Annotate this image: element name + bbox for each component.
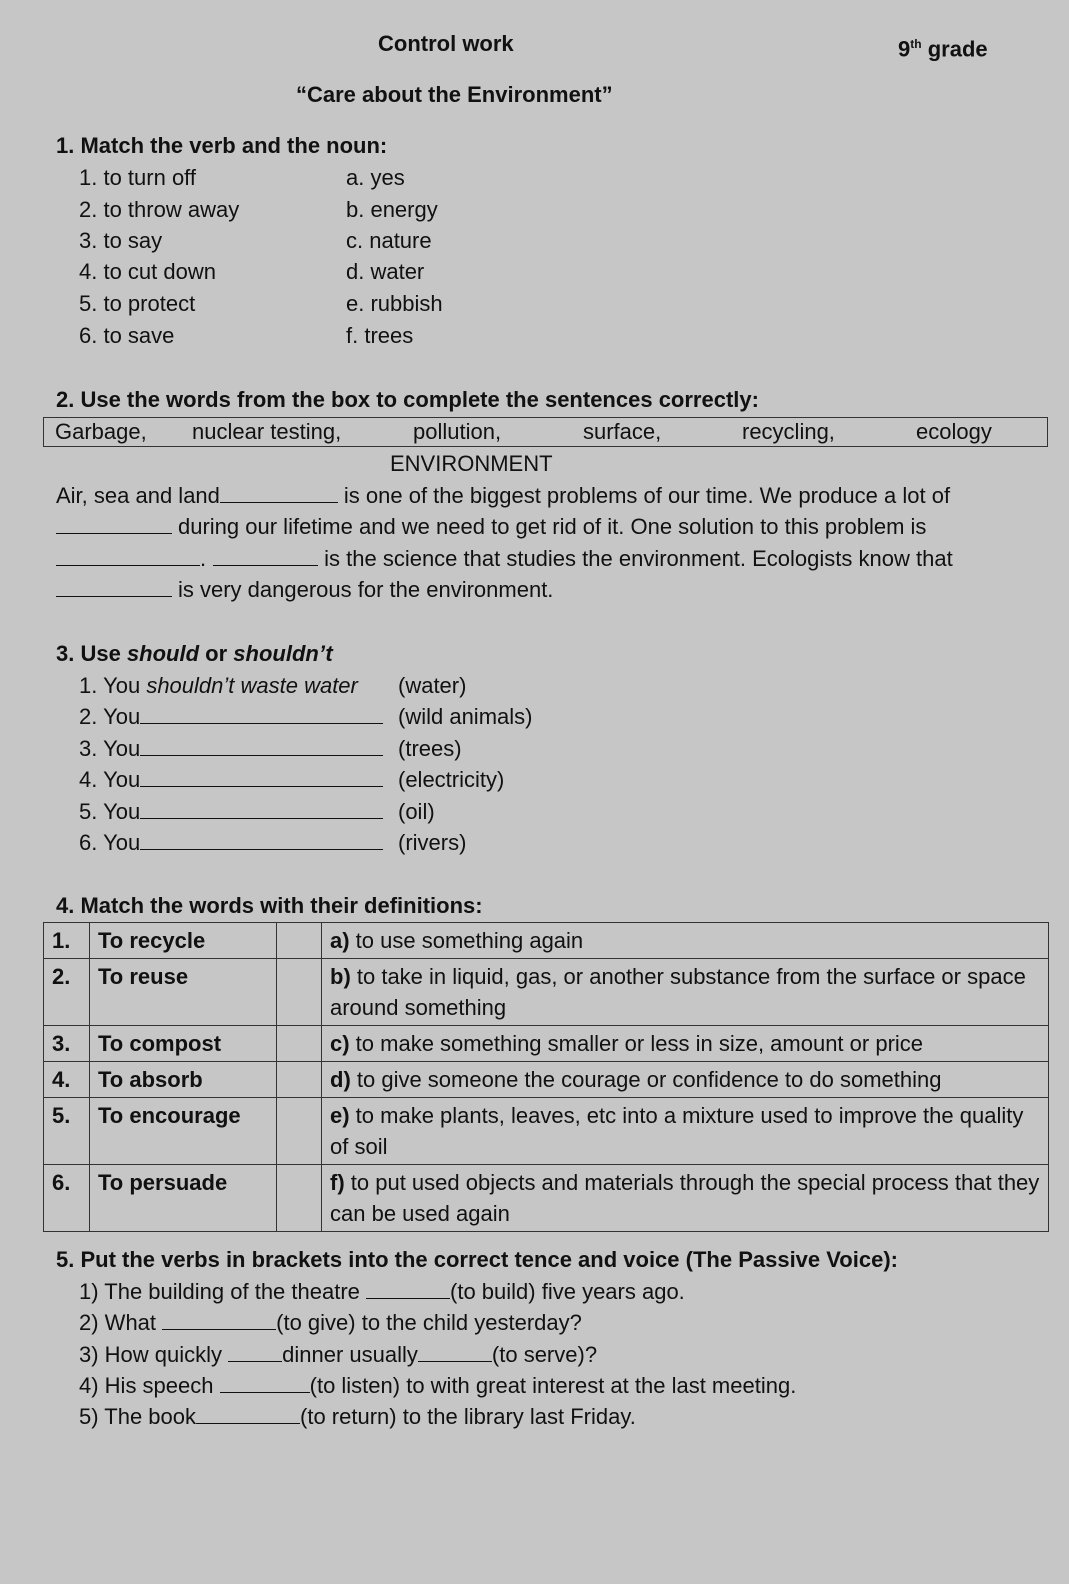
text-fragment: 2. You xyxy=(79,704,141,729)
should-hint: (electricity) xyxy=(398,767,505,792)
grade-number: 9 xyxy=(898,36,911,62)
noun-item: a. yes xyxy=(346,165,405,190)
text-fragment: (to give) to the child yesterday? xyxy=(276,1310,582,1335)
box-word: pollution, xyxy=(413,419,502,444)
term: To persuade xyxy=(90,1165,277,1232)
text-fragment: is one of the biggest problems of our time. We produce a lot of xyxy=(343,483,951,508)
should-hint: (oil) xyxy=(398,799,435,824)
passive-sentence xyxy=(79,1373,796,1399)
verb-item: 6. to save xyxy=(79,323,175,348)
text-fragment: . xyxy=(200,546,207,571)
grade-word: grade xyxy=(927,36,988,62)
text-fragment: is the science that studies the environment. Ecologists know that xyxy=(324,546,953,571)
should-hint: (rivers) xyxy=(398,830,467,855)
text-line xyxy=(56,514,926,540)
text-fragment: 4) His speech xyxy=(79,1373,220,1398)
noun-item: e. rubbish xyxy=(346,291,443,316)
passive-sentence xyxy=(79,1342,597,1368)
noun-item: b. energy xyxy=(346,197,438,222)
should-item xyxy=(79,799,383,825)
grade-label xyxy=(898,31,988,62)
text-fragment: 5. You xyxy=(79,799,141,824)
definition xyxy=(322,1098,1049,1165)
answer-blank[interactable] xyxy=(140,737,383,756)
definition xyxy=(322,959,1049,1026)
should-item xyxy=(79,736,383,762)
answer-blank[interactable] xyxy=(196,1405,300,1424)
text-fragment: 1. You xyxy=(79,673,147,698)
box-word: Garbage, xyxy=(55,419,147,444)
should-item xyxy=(79,767,383,793)
answer-blank[interactable] xyxy=(366,1280,450,1299)
passive-sentence xyxy=(79,1310,582,1336)
verb-item: 3. to say xyxy=(79,228,163,253)
answer-blank[interactable] xyxy=(418,1343,492,1362)
should-hint: (wild animals) xyxy=(398,704,533,729)
table-row xyxy=(44,959,1049,1026)
box-word: surface, xyxy=(583,419,662,444)
verb-item: 5. to protect xyxy=(79,291,196,316)
definition-text: to make something smaller or less in size, amount or price xyxy=(349,1031,924,1056)
text-fragment: 5) The book xyxy=(79,1404,197,1429)
term: To encourage xyxy=(90,1098,277,1165)
text-fragment: shouldn’t xyxy=(233,641,333,666)
passive-sentence xyxy=(79,1404,636,1430)
task5-heading: 5. Put the verbs in brackets into the correct tence and voice (The Passive Voice): xyxy=(56,1247,898,1272)
text-fragment: 4. You xyxy=(79,767,141,792)
box-center-word: ENVIRONMENT xyxy=(390,451,553,476)
definition-text: to make plants, leaves, etc into a mixture used to improve the quality of soil xyxy=(330,1103,1024,1159)
table-row xyxy=(44,923,1049,959)
text-line xyxy=(56,546,953,572)
answer-cell[interactable] xyxy=(277,1062,322,1098)
should-hint: (water) xyxy=(398,673,467,698)
text-fragment: 3. You xyxy=(79,736,141,761)
answer-blank[interactable] xyxy=(213,547,318,566)
noun-item: d. water xyxy=(346,259,425,284)
definition-text: to use something again xyxy=(349,928,584,953)
noun-item: c. nature xyxy=(346,228,432,253)
task3-heading xyxy=(56,641,333,667)
answer-blank[interactable] xyxy=(140,831,383,850)
text-line xyxy=(56,483,950,509)
answer-blank[interactable] xyxy=(220,1374,310,1393)
definition xyxy=(322,1026,1049,1062)
answer-blank[interactable] xyxy=(220,484,338,503)
box-word: ecology xyxy=(916,419,992,444)
definition xyxy=(322,1165,1049,1232)
table-row xyxy=(44,1165,1049,1232)
row-number: 2. xyxy=(44,959,90,1026)
definitions-table xyxy=(43,922,1049,1232)
row-number: 3. xyxy=(44,1026,90,1062)
text-fragment: Air, sea and land xyxy=(56,483,220,508)
table-row xyxy=(44,1062,1049,1098)
answer-blank[interactable] xyxy=(140,705,383,724)
term: To compost xyxy=(90,1026,277,1062)
definition-letter: f) xyxy=(330,1170,345,1195)
answer-blank[interactable] xyxy=(162,1311,276,1330)
answer-cell[interactable] xyxy=(277,1026,322,1062)
table-row xyxy=(44,1026,1049,1062)
text-fragment: 3) How quickly xyxy=(79,1342,229,1367)
task2-heading: 2. Use the words from the box to complete the sentences correctly: xyxy=(56,387,759,412)
verb-item: 4. to cut down xyxy=(79,259,216,284)
should-example xyxy=(79,673,358,699)
text-fragment: (to return) to the library last Friday. xyxy=(300,1404,636,1429)
box-word: recycling, xyxy=(742,419,835,444)
document-title: Control work xyxy=(378,31,514,56)
text-line xyxy=(56,577,553,603)
verb-item: 1. to turn off xyxy=(79,165,197,190)
task1-heading: 1. Match the verb and the noun: xyxy=(56,133,388,158)
definition xyxy=(322,923,1049,959)
text-fragment: (to serve)? xyxy=(491,1342,598,1367)
text-fragment: or xyxy=(199,641,234,666)
definition-letter: c) xyxy=(330,1031,350,1056)
text-fragment: during our lifetime and we need to get rid of it. One solution to this problem is xyxy=(178,514,927,539)
word-box xyxy=(43,417,1048,447)
grade-superscript: th xyxy=(910,37,922,51)
answer-blank[interactable] xyxy=(228,1343,282,1362)
table-row xyxy=(44,1098,1049,1165)
answer-cell[interactable] xyxy=(277,923,322,959)
text-fragment: shouldn’t waste water xyxy=(146,673,358,698)
text-fragment: 1) The building of the theatre xyxy=(79,1279,367,1304)
passive-sentence xyxy=(79,1279,685,1305)
term: To reuse xyxy=(90,959,277,1026)
should-item xyxy=(79,704,383,730)
text-fragment: 2) What xyxy=(79,1310,163,1335)
should-hint: (trees) xyxy=(398,736,462,761)
answer-blank[interactable] xyxy=(56,547,200,566)
noun-item: f. trees xyxy=(346,323,414,348)
box-word: nuclear testing, xyxy=(192,419,342,444)
text-fragment: should xyxy=(126,641,200,666)
row-number: 5. xyxy=(44,1098,90,1165)
term: To recycle xyxy=(90,923,277,959)
definition-letter: a) xyxy=(330,928,350,953)
text-fragment: 6. You xyxy=(79,830,141,855)
definition-text: to take in liquid, gas, or another substance from the surface or space around something xyxy=(330,964,1026,1020)
document-subtitle: “Care about the Environment” xyxy=(296,82,613,107)
text-fragment: is very dangerous for the environment. xyxy=(178,577,554,602)
row-number: 6. xyxy=(44,1165,90,1232)
definition xyxy=(322,1062,1049,1098)
definition-text: to put used objects and materials through the special process that they can be used again xyxy=(330,1170,1040,1226)
row-number: 1. xyxy=(44,923,90,959)
answer-blank[interactable] xyxy=(140,800,383,819)
text-fragment: (to listen) to with great interest at the last meeting. xyxy=(309,1373,797,1398)
task4-heading: 4. Match the words with their definitions: xyxy=(56,893,483,918)
answer-cell[interactable] xyxy=(277,1098,322,1165)
should-item xyxy=(79,830,383,856)
term: To absorb xyxy=(90,1062,277,1098)
text-fragment: 3. Use xyxy=(56,641,127,666)
answer-blank[interactable] xyxy=(140,768,383,787)
answer-blank[interactable] xyxy=(56,515,172,534)
definition-letter: d) xyxy=(330,1067,351,1092)
definition-letter: b) xyxy=(330,964,351,989)
answer-cell[interactable] xyxy=(277,1165,322,1232)
answer-blank[interactable] xyxy=(56,578,172,597)
definition-text: to give someone the courage or confidence to do something xyxy=(350,1067,942,1092)
definition-letter: e) xyxy=(330,1103,350,1128)
row-number: 4. xyxy=(44,1062,90,1098)
text-fragment: dinner usually xyxy=(282,1342,418,1367)
verb-item: 2. to throw away xyxy=(79,197,240,222)
answer-cell[interactable] xyxy=(277,959,322,1026)
text-fragment: (to build) five years ago. xyxy=(450,1279,685,1304)
